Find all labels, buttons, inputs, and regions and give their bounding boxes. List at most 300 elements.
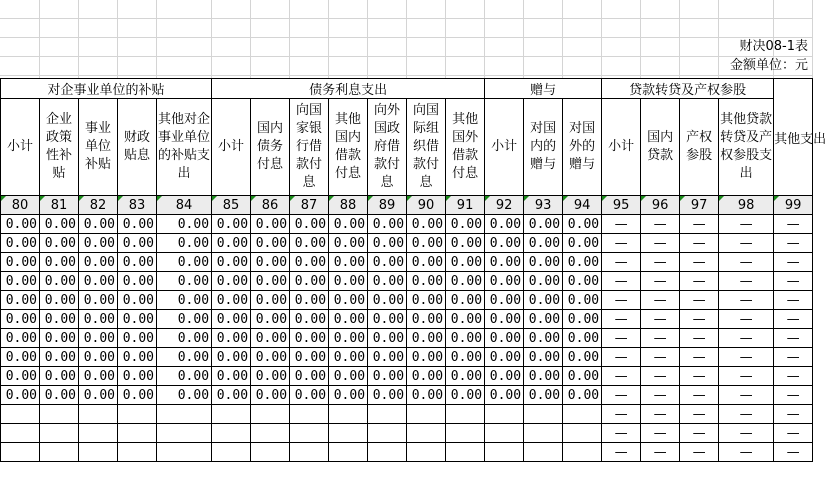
table-cell[interactable]: 0.00 bbox=[79, 329, 118, 348]
column-number: 96 bbox=[641, 196, 680, 215]
table-cell[interactable]: 0.00 bbox=[524, 329, 563, 348]
table-cell[interactable]: 0.00 bbox=[79, 348, 118, 367]
table-cell[interactable]: — bbox=[641, 424, 680, 443]
table-cell[interactable]: — bbox=[680, 424, 719, 443]
table-cell[interactable]: 0.00 bbox=[446, 386, 485, 405]
table-cell[interactable]: — bbox=[719, 405, 774, 424]
table-cell[interactable] bbox=[251, 424, 290, 443]
table-cell[interactable]: 0.00 bbox=[212, 310, 251, 329]
table-cell[interactable]: — bbox=[774, 291, 813, 310]
report-table bbox=[0, 78, 826, 462]
table-cell[interactable]: 0.00 bbox=[118, 272, 157, 291]
table-cell[interactable]: 0.00 bbox=[40, 367, 79, 386]
table-cell[interactable]: — bbox=[719, 386, 774, 405]
column-header bbox=[774, 79, 826, 196]
table-cell[interactable]: 0.00 bbox=[251, 329, 290, 348]
gridline-horizontal bbox=[0, 75, 812, 76]
table-cell[interactable]: 0.00 bbox=[563, 310, 602, 329]
table-cell[interactable]: — bbox=[680, 329, 719, 348]
table-cell[interactable]: 0.00 bbox=[329, 329, 368, 348]
table-cell[interactable] bbox=[1, 405, 40, 424]
table-row bbox=[1, 386, 813, 405]
table-cell[interactable]: — bbox=[774, 272, 813, 291]
table-cell[interactable]: 0.00 bbox=[212, 386, 251, 405]
table-cell[interactable]: — bbox=[680, 348, 719, 367]
table-cell[interactable] bbox=[563, 405, 602, 424]
table-cell[interactable]: 0.00 bbox=[563, 386, 602, 405]
table-cell[interactable]: 0.00 bbox=[329, 272, 368, 291]
table-cell[interactable]: 0.00 bbox=[118, 310, 157, 329]
table-cell[interactable] bbox=[368, 443, 407, 462]
table-cell[interactable]: 0.00 bbox=[118, 253, 157, 272]
table-cell[interactable] bbox=[251, 405, 290, 424]
gridline-vertical bbox=[406, 0, 407, 78]
table-cell[interactable] bbox=[79, 424, 118, 443]
table-cell[interactable]: — bbox=[680, 443, 719, 462]
table-cell[interactable]: 0.00 bbox=[157, 386, 212, 405]
table-cell[interactable]: — bbox=[641, 386, 680, 405]
table-cell[interactable]: 0.00 bbox=[79, 253, 118, 272]
table-cell[interactable]: 0.00 bbox=[524, 253, 563, 272]
table-cell[interactable]: 0.00 bbox=[157, 329, 212, 348]
table-cell[interactable]: 0.00 bbox=[446, 329, 485, 348]
column-header bbox=[719, 99, 774, 196]
table-cell[interactable]: — bbox=[602, 291, 641, 310]
column-header bbox=[40, 99, 79, 196]
table-cell[interactable]: 0.00 bbox=[524, 272, 563, 291]
table-cell[interactable] bbox=[329, 405, 368, 424]
column-header-label: 产权参股 bbox=[686, 130, 713, 163]
table-cell[interactable]: 0.00 bbox=[40, 291, 79, 310]
table-row bbox=[1, 310, 813, 329]
table-cell[interactable] bbox=[563, 424, 602, 443]
table-cell[interactable]: 0.00 bbox=[446, 348, 485, 367]
table-cell[interactable]: 0.00 bbox=[1, 234, 40, 253]
table-cell[interactable]: — bbox=[719, 367, 774, 386]
table-cell[interactable]: 0.00 bbox=[329, 367, 368, 386]
table-cell[interactable]: — bbox=[774, 367, 813, 386]
table-cell[interactable] bbox=[446, 443, 485, 462]
table-cell[interactable]: 0.00 bbox=[212, 329, 251, 348]
table-cell[interactable]: 0.00 bbox=[212, 234, 251, 253]
table-cell[interactable]: 0.00 bbox=[40, 253, 79, 272]
table-cell[interactable]: 0.00 bbox=[368, 329, 407, 348]
table-cell[interactable]: — bbox=[680, 386, 719, 405]
table-cell[interactable]: 0.00 bbox=[1, 272, 40, 291]
table-cell[interactable]: — bbox=[680, 234, 719, 253]
table-cell[interactable]: 0.00 bbox=[446, 272, 485, 291]
column-header bbox=[118, 99, 157, 196]
table-cell[interactable]: 0.00 bbox=[368, 386, 407, 405]
table-cell[interactable]: — bbox=[602, 215, 641, 234]
table-cell[interactable]: 0.00 bbox=[118, 386, 157, 405]
table-cell[interactable]: 0.00 bbox=[290, 272, 329, 291]
table-cell[interactable]: — bbox=[719, 443, 774, 462]
table-cell[interactable]: 0.00 bbox=[290, 367, 329, 386]
table-cell[interactable]: — bbox=[641, 272, 680, 291]
table-cell[interactable]: 0.00 bbox=[368, 234, 407, 253]
table-cell[interactable]: — bbox=[719, 329, 774, 348]
table-cell[interactable]: 0.00 bbox=[1, 310, 40, 329]
table-cell[interactable] bbox=[290, 443, 329, 462]
table-cell[interactable]: 0.00 bbox=[212, 272, 251, 291]
table-cell[interactable]: 0.00 bbox=[290, 310, 329, 329]
table-cell[interactable]: 0.00 bbox=[157, 215, 212, 234]
table-cell[interactable]: 0.00 bbox=[407, 348, 446, 367]
table-cell[interactable]: — bbox=[774, 329, 813, 348]
gridline-vertical bbox=[562, 0, 563, 78]
table-cell[interactable]: 0.00 bbox=[524, 386, 563, 405]
table-cell[interactable]: 0.00 bbox=[446, 215, 485, 234]
gridline-horizontal bbox=[0, 56, 812, 57]
table-cell[interactable]: — bbox=[774, 234, 813, 253]
column-header-label: 其他贷款转贷及产权参股支出 bbox=[720, 112, 773, 181]
table-cell[interactable]: 0.00 bbox=[329, 310, 368, 329]
column-header-label: 对国内的赠与 bbox=[530, 121, 557, 172]
table-cell[interactable] bbox=[407, 405, 446, 424]
table-cell[interactable]: — bbox=[680, 405, 719, 424]
table-cell[interactable]: — bbox=[602, 310, 641, 329]
table-cell[interactable] bbox=[524, 424, 563, 443]
table-cell[interactable] bbox=[118, 424, 157, 443]
table-cell[interactable] bbox=[368, 405, 407, 424]
table-cell[interactable]: 0.00 bbox=[157, 348, 212, 367]
table-row bbox=[1, 424, 813, 443]
table-cell[interactable] bbox=[157, 424, 212, 443]
table-cell[interactable]: 0.00 bbox=[251, 272, 290, 291]
table-cell[interactable]: 0.00 bbox=[524, 367, 563, 386]
table-cell[interactable]: — bbox=[641, 291, 680, 310]
table-cell[interactable]: 0.00 bbox=[368, 348, 407, 367]
column-header-label: 事业单位补贴 bbox=[85, 121, 112, 172]
table-cell[interactable]: 0.00 bbox=[329, 253, 368, 272]
table-cell[interactable]: 0.00 bbox=[40, 329, 79, 348]
table-cell[interactable]: — bbox=[680, 272, 719, 291]
table-cell[interactable] bbox=[446, 405, 485, 424]
table-cell[interactable]: 0.00 bbox=[446, 234, 485, 253]
table-cell[interactable]: 0.00 bbox=[1, 215, 40, 234]
table-cell[interactable]: 0.00 bbox=[563, 272, 602, 291]
table-cell[interactable]: 0.00 bbox=[407, 386, 446, 405]
table-cell[interactable]: 0.00 bbox=[368, 367, 407, 386]
table-cell[interactable]: 0.00 bbox=[563, 367, 602, 386]
table-cell[interactable]: 0.00 bbox=[40, 215, 79, 234]
table-cell[interactable]: 0.00 bbox=[157, 367, 212, 386]
table-cell[interactable]: 0.00 bbox=[290, 329, 329, 348]
column-header-label: 小计 bbox=[608, 139, 635, 154]
table-cell[interactable]: 0.00 bbox=[290, 291, 329, 310]
table-cell[interactable] bbox=[157, 405, 212, 424]
table-cell[interactable]: — bbox=[602, 272, 641, 291]
table-cell[interactable]: 0.00 bbox=[1, 291, 40, 310]
gridline-vertical bbox=[445, 0, 446, 78]
table-cell[interactable]: 0.00 bbox=[251, 291, 290, 310]
table-cell[interactable]: 0.00 bbox=[118, 329, 157, 348]
table-cell[interactable]: — bbox=[641, 215, 680, 234]
table-cell[interactable]: 0.00 bbox=[157, 310, 212, 329]
table-cell[interactable]: — bbox=[774, 348, 813, 367]
table-cell[interactable]: 0.00 bbox=[329, 291, 368, 310]
table-cell[interactable]: — bbox=[641, 253, 680, 272]
column-number: 98 bbox=[719, 196, 774, 215]
table-cell[interactable]: — bbox=[719, 253, 774, 272]
gridline-vertical bbox=[523, 0, 524, 78]
table-cell[interactable]: 0.00 bbox=[329, 234, 368, 253]
table-cell[interactable]: 0.00 bbox=[157, 272, 212, 291]
table-cell[interactable]: 0.00 bbox=[157, 253, 212, 272]
table-cell[interactable]: 0.00 bbox=[563, 215, 602, 234]
table-cell[interactable]: — bbox=[602, 386, 641, 405]
table-cell[interactable]: 0.00 bbox=[118, 234, 157, 253]
table-cell[interactable]: 0.00 bbox=[563, 348, 602, 367]
table-cell[interactable]: 0.00 bbox=[446, 253, 485, 272]
table-cell[interactable]: 0.00 bbox=[368, 253, 407, 272]
table-cell[interactable]: 0.00 bbox=[524, 234, 563, 253]
table-cell[interactable]: 0.00 bbox=[1, 253, 40, 272]
table-cell[interactable]: 0.00 bbox=[446, 291, 485, 310]
table-cell[interactable]: 0.00 bbox=[485, 348, 524, 367]
column-header bbox=[602, 99, 641, 196]
table-cell[interactable] bbox=[157, 443, 212, 462]
table-cell[interactable]: 0.00 bbox=[563, 253, 602, 272]
table-cell[interactable] bbox=[329, 424, 368, 443]
table-cell[interactable]: — bbox=[680, 310, 719, 329]
table-cell[interactable]: 0.00 bbox=[79, 272, 118, 291]
table-cell[interactable]: 0.00 bbox=[79, 291, 118, 310]
table-row bbox=[1, 253, 813, 272]
table-cell[interactable]: — bbox=[641, 234, 680, 253]
table-cell[interactable]: 0.00 bbox=[79, 234, 118, 253]
table-cell[interactable] bbox=[290, 405, 329, 424]
table-cell[interactable] bbox=[79, 405, 118, 424]
gridline-vertical bbox=[601, 0, 602, 78]
table-cell[interactable] bbox=[212, 424, 251, 443]
table-cell[interactable]: 0.00 bbox=[563, 291, 602, 310]
table-cell[interactable]: — bbox=[774, 253, 813, 272]
column-header-label: 小计 bbox=[7, 139, 34, 154]
table-cell[interactable]: 0.00 bbox=[446, 310, 485, 329]
table-cell[interactable] bbox=[485, 443, 524, 462]
table-cell[interactable]: — bbox=[719, 348, 774, 367]
column-header-label: 向国家银行借款付息 bbox=[296, 103, 323, 190]
table-cell[interactable] bbox=[524, 443, 563, 462]
table-cell[interactable]: — bbox=[719, 234, 774, 253]
table-cell[interactable]: 0.00 bbox=[251, 367, 290, 386]
column-header bbox=[641, 99, 680, 196]
table-cell[interactable]: 0.00 bbox=[251, 253, 290, 272]
table-cell[interactable]: 0.00 bbox=[118, 291, 157, 310]
table-cell[interactable]: — bbox=[774, 310, 813, 329]
gridline-vertical bbox=[211, 0, 212, 78]
table-cell[interactable]: — bbox=[602, 253, 641, 272]
table-cell[interactable]: — bbox=[719, 291, 774, 310]
table-cell[interactable]: 0.00 bbox=[118, 367, 157, 386]
table-cell[interactable]: 0.00 bbox=[563, 234, 602, 253]
table-cell[interactable]: 0.00 bbox=[290, 253, 329, 272]
table-cell[interactable]: 0.00 bbox=[485, 386, 524, 405]
table-cell[interactable]: — bbox=[774, 443, 813, 462]
table-cell[interactable]: — bbox=[719, 424, 774, 443]
table-cell[interactable] bbox=[251, 443, 290, 462]
table-cell[interactable]: 0.00 bbox=[485, 310, 524, 329]
table-cell[interactable]: — bbox=[641, 367, 680, 386]
table-cell[interactable]: — bbox=[641, 310, 680, 329]
table-cell[interactable]: 0.00 bbox=[1, 348, 40, 367]
table-cell[interactable] bbox=[1, 424, 40, 443]
table-cell[interactable]: 0.00 bbox=[329, 348, 368, 367]
table-cell[interactable]: — bbox=[774, 386, 813, 405]
table-cell[interactable]: — bbox=[719, 215, 774, 234]
table-cell[interactable] bbox=[79, 443, 118, 462]
table-cell[interactable]: 0.00 bbox=[485, 215, 524, 234]
table-cell[interactable]: — bbox=[774, 405, 813, 424]
table-cell[interactable]: 0.00 bbox=[1, 329, 40, 348]
table-cell[interactable]: 0.00 bbox=[524, 291, 563, 310]
table-cell[interactable] bbox=[407, 424, 446, 443]
table-cell[interactable]: 0.00 bbox=[212, 291, 251, 310]
table-cell[interactable]: — bbox=[774, 215, 813, 234]
table-cell[interactable]: 0.00 bbox=[212, 367, 251, 386]
table-cell[interactable] bbox=[446, 424, 485, 443]
table-cell[interactable]: 0.00 bbox=[290, 234, 329, 253]
table-cell[interactable]: 0.00 bbox=[251, 234, 290, 253]
table-cell[interactable] bbox=[368, 424, 407, 443]
table-cell[interactable]: 0.00 bbox=[368, 291, 407, 310]
table-cell[interactable]: 0.00 bbox=[40, 348, 79, 367]
table-cell[interactable] bbox=[290, 424, 329, 443]
table-cell[interactable]: 0.00 bbox=[118, 348, 157, 367]
table-cell[interactable]: 0.00 bbox=[79, 386, 118, 405]
table-cell[interactable]: 0.00 bbox=[290, 215, 329, 234]
column-header-label: 其他支出 bbox=[774, 131, 826, 147]
table-cell[interactable]: 0.00 bbox=[368, 215, 407, 234]
table-cell[interactable] bbox=[563, 443, 602, 462]
table-cell[interactable]: — bbox=[680, 253, 719, 272]
table-cell[interactable] bbox=[212, 443, 251, 462]
table-cell[interactable] bbox=[329, 443, 368, 462]
table-cell[interactable] bbox=[1, 443, 40, 462]
column-header bbox=[446, 99, 485, 196]
table-cell[interactable]: 0.00 bbox=[485, 291, 524, 310]
table-cell[interactable]: 0.00 bbox=[79, 367, 118, 386]
table-cell[interactable]: — bbox=[602, 234, 641, 253]
table-cell[interactable]: 0.00 bbox=[79, 310, 118, 329]
table-cell[interactable]: 0.00 bbox=[40, 234, 79, 253]
table-cell[interactable]: 0.00 bbox=[563, 329, 602, 348]
table-cell[interactable]: 0.00 bbox=[1, 386, 40, 405]
table-cell[interactable]: — bbox=[602, 424, 641, 443]
table-cell[interactable]: — bbox=[602, 443, 641, 462]
table-cell[interactable] bbox=[40, 405, 79, 424]
table-cell[interactable]: 0.00 bbox=[157, 234, 212, 253]
table-cell[interactable] bbox=[118, 443, 157, 462]
table-cell[interactable]: — bbox=[602, 348, 641, 367]
table-cell[interactable]: — bbox=[641, 348, 680, 367]
table-cell[interactable]: 0.00 bbox=[251, 386, 290, 405]
table-row bbox=[1, 234, 813, 253]
table-cell[interactable] bbox=[118, 405, 157, 424]
table-cell[interactable]: 0.00 bbox=[485, 234, 524, 253]
table-cell[interactable]: — bbox=[680, 367, 719, 386]
table-cell[interactable]: 0.00 bbox=[407, 329, 446, 348]
gridline-horizontal bbox=[0, 18, 812, 19]
table-cell[interactable]: 0.00 bbox=[157, 291, 212, 310]
table-cell[interactable]: 0.00 bbox=[290, 386, 329, 405]
table-cell[interactable]: — bbox=[680, 291, 719, 310]
table-cell[interactable] bbox=[407, 443, 446, 462]
table-cell[interactable]: — bbox=[719, 272, 774, 291]
table-cell[interactable]: 0.00 bbox=[329, 215, 368, 234]
table-cell[interactable]: 0.00 bbox=[290, 348, 329, 367]
column-header bbox=[485, 99, 524, 196]
table-cell[interactable]: 0.00 bbox=[368, 272, 407, 291]
table-cell[interactable]: — bbox=[602, 405, 641, 424]
table-cell[interactable]: 0.00 bbox=[212, 253, 251, 272]
table-cell[interactable]: 0.00 bbox=[485, 329, 524, 348]
table-cell[interactable]: — bbox=[680, 215, 719, 234]
table-cell[interactable]: 0.00 bbox=[485, 253, 524, 272]
column-number: 89 bbox=[368, 196, 407, 215]
table-cell[interactable] bbox=[40, 424, 79, 443]
table-cell[interactable]: 0.00 bbox=[485, 367, 524, 386]
table-cell[interactable]: 0.00 bbox=[251, 348, 290, 367]
table-cell[interactable]: 0.00 bbox=[446, 367, 485, 386]
table-cell[interactable]: — bbox=[602, 329, 641, 348]
table-cell[interactable]: 0.00 bbox=[485, 272, 524, 291]
column-header bbox=[79, 99, 118, 196]
table-cell[interactable]: 0.00 bbox=[524, 348, 563, 367]
table-cell[interactable]: 0.00 bbox=[407, 291, 446, 310]
table-cell[interactable]: 0.00 bbox=[407, 272, 446, 291]
table-cell[interactable]: 0.00 bbox=[407, 253, 446, 272]
table-cell[interactable]: 0.00 bbox=[79, 215, 118, 234]
table-cell[interactable] bbox=[40, 443, 79, 462]
column-header bbox=[524, 99, 563, 196]
table-cell[interactable]: 0.00 bbox=[40, 272, 79, 291]
table-cell[interactable]: 0.00 bbox=[329, 386, 368, 405]
table-cell[interactable]: — bbox=[602, 367, 641, 386]
table-cell[interactable]: — bbox=[641, 329, 680, 348]
table-cell[interactable]: 0.00 bbox=[407, 367, 446, 386]
table-cell[interactable]: — bbox=[774, 424, 813, 443]
table-cell[interactable]: — bbox=[719, 310, 774, 329]
table-cell[interactable]: 0.00 bbox=[251, 215, 290, 234]
table-cell[interactable] bbox=[485, 424, 524, 443]
column-header-label: 国内债务付息 bbox=[257, 121, 284, 172]
table-cell[interactable]: 0.00 bbox=[407, 310, 446, 329]
table-cell[interactable]: 0.00 bbox=[212, 348, 251, 367]
table-cell[interactable]: 0.00 bbox=[368, 310, 407, 329]
table-cell[interactable] bbox=[524, 405, 563, 424]
table-cell[interactable]: 0.00 bbox=[40, 310, 79, 329]
table-cell[interactable]: — bbox=[641, 405, 680, 424]
gridline-vertical bbox=[328, 0, 329, 78]
table-cell[interactable]: 0.00 bbox=[212, 215, 251, 234]
table-cell[interactable]: 0.00 bbox=[40, 386, 79, 405]
table-cell[interactable]: — bbox=[641, 443, 680, 462]
table-cell[interactable]: 0.00 bbox=[524, 215, 563, 234]
table-cell[interactable]: 0.00 bbox=[407, 215, 446, 234]
table-cell[interactable]: 0.00 bbox=[1, 367, 40, 386]
table-cell[interactable] bbox=[485, 405, 524, 424]
table-cell[interactable]: 0.00 bbox=[524, 310, 563, 329]
column-header-label: 小计 bbox=[491, 139, 518, 154]
column-header bbox=[212, 99, 251, 196]
table-cell[interactable]: 0.00 bbox=[407, 234, 446, 253]
table-cell[interactable]: 0.00 bbox=[118, 215, 157, 234]
table-cell[interactable] bbox=[212, 405, 251, 424]
table-cell[interactable]: 0.00 bbox=[251, 310, 290, 329]
